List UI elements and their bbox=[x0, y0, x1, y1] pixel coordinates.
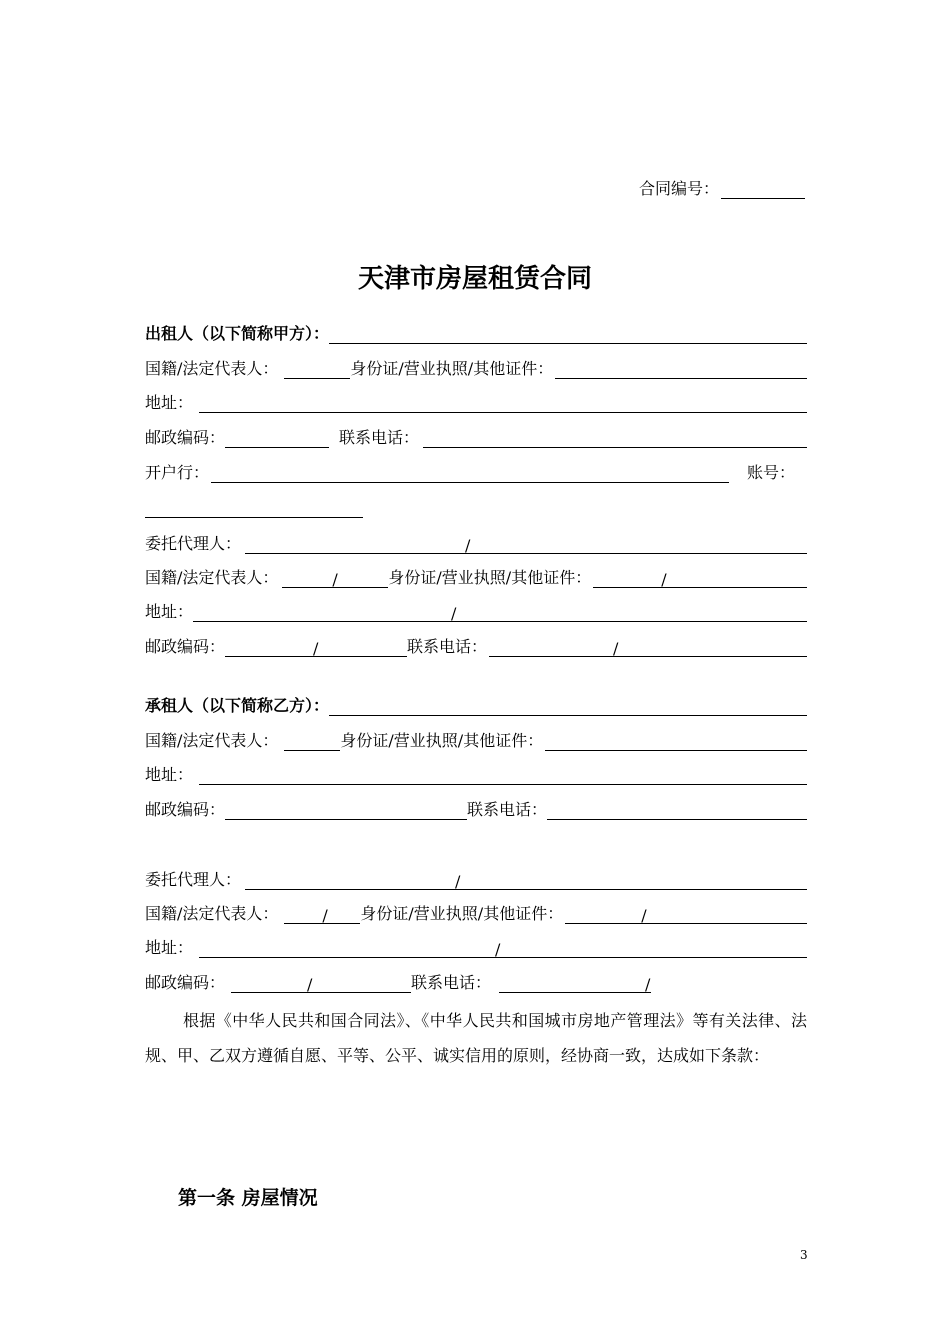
lessor-agent-field[interactable] bbox=[245, 536, 807, 554]
slash-mark: / bbox=[455, 872, 461, 891]
lessor-nationality-field[interactable] bbox=[284, 361, 350, 379]
lessor-agent-postcode-field[interactable] bbox=[225, 639, 407, 657]
lessor-account-field[interactable] bbox=[145, 500, 363, 518]
lessee-nationality-row bbox=[145, 727, 807, 751]
slash-mark: / bbox=[451, 604, 457, 623]
contract-number-label: 合同编号： bbox=[638, 179, 719, 198]
lessor-agent-nationality-label: 国籍/法定代表人： bbox=[145, 568, 279, 587]
lessor-account-label: 账号： bbox=[747, 463, 796, 482]
lessee-agent-address-label: 地址： bbox=[145, 938, 194, 957]
lessee-contact-row bbox=[145, 796, 807, 820]
lessor-row bbox=[145, 320, 807, 344]
lessor-address-label: 地址： bbox=[145, 393, 194, 412]
page-number: 3 bbox=[800, 1248, 808, 1262]
section-1-heading: 第一条 房屋情况 bbox=[178, 1187, 318, 1209]
lessor-agent-postcode-label: 邮政编码： bbox=[145, 637, 226, 656]
lessee-agent-id-label: 身份证/营业执照/其他证件： bbox=[360, 904, 564, 923]
preamble-paragraph: 根据《中华人民共和国合同法》、《中华人民共和国城市房地产管理法》等有关法律、法规、甲、乙双方遵循自愿、平等、公平、诚实信用的原则，经协商一致，达成如下条款： bbox=[145, 1011, 807, 1065]
lessor-phone-label: 联系电话： bbox=[339, 428, 420, 447]
lessor-agent-address-row bbox=[145, 598, 807, 622]
lessee-phone-label: 联系电话： bbox=[467, 800, 548, 819]
lessee-address-row bbox=[145, 761, 807, 785]
lessee-agent-phone-label: 联系电话： bbox=[411, 973, 492, 992]
slash-mark: / bbox=[661, 570, 667, 589]
lessor-agent-phone-label: 联系电话： bbox=[407, 637, 488, 656]
lessee-nationality-field[interactable] bbox=[284, 733, 340, 751]
contract-number-field[interactable] bbox=[721, 181, 805, 199]
lessee-id-field[interactable] bbox=[545, 733, 807, 751]
lessee-id-label: 身份证/营业执照/其他证件： bbox=[340, 731, 544, 750]
lessor-postcode-label: 邮政编码： bbox=[145, 428, 226, 447]
lessee-agent-nationality-row bbox=[145, 900, 807, 924]
lessor-bank-row bbox=[145, 459, 807, 483]
lessee-agent-postcode-label: 邮政编码： bbox=[145, 973, 226, 992]
lessor-agent-nationality-field[interactable] bbox=[282, 570, 388, 588]
slash-mark: / bbox=[465, 536, 471, 555]
lessor-heading: 出租人（以下简称甲方）： bbox=[145, 324, 330, 343]
lessee-phone-field[interactable] bbox=[547, 802, 807, 820]
lessor-id-field[interactable] bbox=[555, 361, 807, 379]
lessee-agent-postcode-field[interactable] bbox=[231, 975, 411, 993]
slash-mark: / bbox=[332, 570, 338, 589]
lessor-name-field[interactable] bbox=[329, 326, 807, 344]
lessor-nationality-row bbox=[145, 355, 807, 379]
lessee-row bbox=[145, 692, 807, 716]
lessee-postcode-label: 邮政编码： bbox=[145, 800, 226, 819]
lessee-agent-address-field[interactable] bbox=[199, 940, 807, 958]
lessor-agent-contact-row bbox=[145, 633, 807, 657]
lessee-address-field[interactable] bbox=[199, 767, 807, 785]
lessee-name-field[interactable] bbox=[329, 698, 807, 716]
lessee-agent-nationality-field[interactable] bbox=[284, 906, 360, 924]
lessor-agent-phone-field[interactable] bbox=[489, 639, 807, 657]
lessee-agent-row bbox=[145, 866, 807, 890]
lessee-nationality-label: 国籍/法定代表人： bbox=[145, 731, 279, 750]
lessee-postcode-field[interactable] bbox=[225, 802, 467, 820]
lessor-agent-address-label: 地址： bbox=[145, 602, 194, 621]
lessor-account-row bbox=[145, 494, 807, 518]
lessor-address-row bbox=[145, 389, 807, 413]
document-title: 天津市房屋租赁合同 bbox=[357, 264, 592, 294]
lessor-phone-field[interactable] bbox=[423, 430, 807, 448]
slash-mark: / bbox=[613, 639, 619, 658]
lessor-nationality-label: 国籍/法定代表人： bbox=[145, 359, 279, 378]
lessee-heading: 承租人（以下简称乙方）： bbox=[145, 696, 330, 715]
slash-mark: / bbox=[645, 975, 651, 994]
slash-mark: / bbox=[322, 906, 328, 925]
lessee-agent-field[interactable] bbox=[245, 872, 807, 890]
slash-mark: / bbox=[641, 906, 647, 925]
lessee-agent-id-field[interactable] bbox=[565, 906, 807, 924]
slash-mark: / bbox=[313, 639, 319, 658]
slash-mark: / bbox=[495, 940, 501, 959]
lessor-agent-id-field[interactable] bbox=[593, 570, 807, 588]
contract-number bbox=[639, 176, 805, 199]
lessor-bank-field[interactable] bbox=[211, 465, 729, 483]
lessee-agent-phone-field[interactable] bbox=[499, 975, 651, 993]
lessor-agent-row bbox=[145, 530, 807, 554]
lessee-agent-address-row bbox=[145, 934, 807, 958]
lessor-agent-id-label: 身份证/营业执照/其他证件： bbox=[388, 568, 592, 587]
lessee-address-label: 地址： bbox=[145, 765, 194, 784]
lessor-id-label: 身份证/营业执照/其他证件： bbox=[350, 359, 554, 378]
lessor-postcode-field[interactable] bbox=[225, 430, 329, 448]
lessor-agent-nationality-row bbox=[145, 564, 807, 588]
lessee-agent-label: 委托代理人： bbox=[145, 870, 242, 889]
lessor-address-field[interactable] bbox=[199, 395, 807, 413]
lessee-agent-nationality-label: 国籍/法定代表人： bbox=[145, 904, 279, 923]
lessor-contact-row bbox=[145, 424, 807, 448]
slash-mark: / bbox=[307, 975, 313, 994]
lessor-bank-label: 开户行： bbox=[145, 463, 210, 482]
lessee-agent-contact-row bbox=[145, 969, 807, 993]
lessor-agent-label: 委托代理人： bbox=[145, 534, 242, 553]
lessor-agent-address-field[interactable] bbox=[193, 604, 807, 622]
